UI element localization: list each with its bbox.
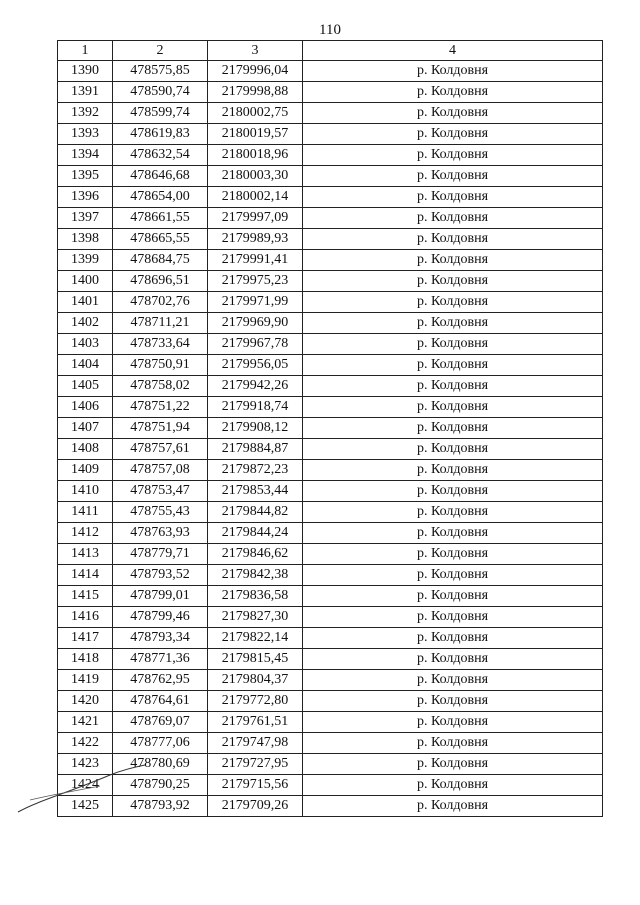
x-coordinate-cell: 478753,47 (113, 481, 208, 502)
y-coordinate-cell: 2179884,87 (208, 439, 303, 460)
x-coordinate-cell: 478780,69 (113, 754, 208, 775)
y-coordinate-cell: 2180018,96 (208, 145, 303, 166)
x-coordinate-cell: 478762,95 (113, 670, 208, 691)
y-coordinate-cell: 2179727,95 (208, 754, 303, 775)
description-cell: р. Колдовня (303, 733, 603, 754)
y-coordinate-cell: 2179997,09 (208, 208, 303, 229)
y-coordinate-cell: 2179747,98 (208, 733, 303, 754)
table-row (58, 628, 603, 649)
point-number-cell: 1418 (58, 649, 113, 670)
table-row (58, 61, 603, 82)
point-number-cell: 1398 (58, 229, 113, 250)
description-cell: р. Колдовня (303, 439, 603, 460)
x-coordinate-cell: 478771,36 (113, 649, 208, 670)
x-coordinate-cell: 478757,08 (113, 460, 208, 481)
y-coordinate-cell: 2179842,38 (208, 565, 303, 586)
description-cell: р. Колдовня (303, 418, 603, 439)
y-coordinate-cell: 2179853,44 (208, 481, 303, 502)
point-number-cell: 1396 (58, 187, 113, 208)
y-coordinate-cell: 2179804,37 (208, 670, 303, 691)
description-cell: р. Колдовня (303, 124, 603, 145)
point-number-cell: 1420 (58, 691, 113, 712)
point-number-cell: 1410 (58, 481, 113, 502)
y-coordinate-cell: 2179772,80 (208, 691, 303, 712)
y-coordinate-cell: 2179761,51 (208, 712, 303, 733)
x-coordinate-cell: 478684,75 (113, 250, 208, 271)
point-number-cell: 1422 (58, 733, 113, 754)
point-number-cell: 1406 (58, 397, 113, 418)
table-row (58, 775, 603, 796)
y-coordinate-cell: 2179989,93 (208, 229, 303, 250)
point-number-cell: 1395 (58, 166, 113, 187)
x-coordinate-cell: 478590,74 (113, 82, 208, 103)
table-row (58, 670, 603, 691)
table-row (58, 607, 603, 628)
description-cell: р. Колдовня (303, 670, 603, 691)
table-row (58, 313, 603, 334)
x-coordinate-cell: 478793,92 (113, 796, 208, 817)
table-row (58, 523, 603, 544)
point-number-cell: 1407 (58, 418, 113, 439)
point-number-cell: 1412 (58, 523, 113, 544)
description-cell: р. Колдовня (303, 187, 603, 208)
point-number-cell: 1401 (58, 292, 113, 313)
y-coordinate-cell: 2179969,90 (208, 313, 303, 334)
table-row (58, 502, 603, 523)
table-row (58, 544, 603, 565)
description-cell: р. Колдовня (303, 586, 603, 607)
table-row (58, 439, 603, 460)
y-coordinate-cell: 2179815,45 (208, 649, 303, 670)
table-row (58, 712, 603, 733)
y-coordinate-cell: 2179991,41 (208, 250, 303, 271)
description-cell: р. Колдовня (303, 775, 603, 796)
description-cell: р. Колдовня (303, 229, 603, 250)
description-cell: р. Колдовня (303, 250, 603, 271)
x-coordinate-cell: 478711,21 (113, 313, 208, 334)
description-cell: р. Колдовня (303, 544, 603, 565)
description-cell: р. Колдовня (303, 61, 603, 82)
column-header-3: 3 (208, 41, 303, 61)
table-header (58, 41, 603, 61)
x-coordinate-cell: 478793,52 (113, 565, 208, 586)
description-cell: р. Колдовня (303, 334, 603, 355)
x-coordinate-cell: 478599,74 (113, 103, 208, 124)
column-header-4: 4 (303, 41, 603, 61)
table-row (58, 208, 603, 229)
table-row (58, 145, 603, 166)
table-row (58, 376, 603, 397)
y-coordinate-cell: 2179844,24 (208, 523, 303, 544)
description-cell: р. Колдовня (303, 628, 603, 649)
x-coordinate-cell: 478575,85 (113, 61, 208, 82)
x-coordinate-cell: 478799,46 (113, 607, 208, 628)
description-cell: р. Колдовня (303, 754, 603, 775)
point-number-cell: 1411 (58, 502, 113, 523)
table-row (58, 586, 603, 607)
table-row (58, 124, 603, 145)
y-coordinate-cell: 2180002,75 (208, 103, 303, 124)
point-number-cell: 1391 (58, 82, 113, 103)
point-number-cell: 1415 (58, 586, 113, 607)
x-coordinate-cell: 478757,61 (113, 439, 208, 460)
point-number-cell: 1409 (58, 460, 113, 481)
y-coordinate-cell: 2179872,23 (208, 460, 303, 481)
y-coordinate-cell: 2179709,26 (208, 796, 303, 817)
description-cell: р. Колдовня (303, 397, 603, 418)
x-coordinate-cell: 478751,94 (113, 418, 208, 439)
table-row (58, 250, 603, 271)
point-number-cell: 1416 (58, 607, 113, 628)
x-coordinate-cell: 478750,91 (113, 355, 208, 376)
table-row (58, 229, 603, 250)
x-coordinate-cell: 478646,68 (113, 166, 208, 187)
description-cell: р. Колдовня (303, 481, 603, 502)
table-row (58, 82, 603, 103)
x-coordinate-cell: 478758,02 (113, 376, 208, 397)
y-coordinate-cell: 2179715,56 (208, 775, 303, 796)
y-coordinate-cell: 2180002,14 (208, 187, 303, 208)
table-row (58, 334, 603, 355)
point-number-cell: 1403 (58, 334, 113, 355)
description-cell: р. Колдовня (303, 523, 603, 544)
x-coordinate-cell: 478769,07 (113, 712, 208, 733)
y-coordinate-cell: 2180019,57 (208, 124, 303, 145)
y-coordinate-cell: 2179998,88 (208, 82, 303, 103)
table-row (58, 796, 603, 817)
point-number-cell: 1400 (58, 271, 113, 292)
column-header-1: 1 (58, 41, 113, 61)
point-number-cell: 1417 (58, 628, 113, 649)
description-cell: р. Колдовня (303, 649, 603, 670)
description-cell: р. Колдовня (303, 166, 603, 187)
x-coordinate-cell: 478793,34 (113, 628, 208, 649)
point-number-cell: 1421 (58, 712, 113, 733)
x-coordinate-cell: 478619,83 (113, 124, 208, 145)
point-number-cell: 1394 (58, 145, 113, 166)
table-row (58, 397, 603, 418)
point-number-cell: 1402 (58, 313, 113, 334)
point-number-cell: 1390 (58, 61, 113, 82)
table-row (58, 355, 603, 376)
x-coordinate-cell: 478733,64 (113, 334, 208, 355)
column-header-2: 2 (113, 41, 208, 61)
table-row (58, 460, 603, 481)
point-number-cell: 1425 (58, 796, 113, 817)
table-row (58, 733, 603, 754)
description-cell: р. Колдовня (303, 292, 603, 313)
point-number-cell: 1413 (58, 544, 113, 565)
description-cell: р. Колдовня (303, 691, 603, 712)
x-coordinate-cell: 478654,00 (113, 187, 208, 208)
x-coordinate-cell: 478755,43 (113, 502, 208, 523)
x-coordinate-cell: 478665,55 (113, 229, 208, 250)
y-coordinate-cell: 2179846,62 (208, 544, 303, 565)
point-number-cell: 1424 (58, 775, 113, 796)
y-coordinate-cell: 2179908,12 (208, 418, 303, 439)
y-coordinate-cell: 2179836,58 (208, 586, 303, 607)
table-row (58, 754, 603, 775)
description-cell: р. Колдовня (303, 145, 603, 166)
point-number-cell: 1423 (58, 754, 113, 775)
point-number-cell: 1393 (58, 124, 113, 145)
x-coordinate-cell: 478751,22 (113, 397, 208, 418)
description-cell: р. Колдовня (303, 208, 603, 229)
description-cell: р. Колдовня (303, 103, 603, 124)
x-coordinate-cell: 478764,61 (113, 691, 208, 712)
point-number-cell: 1408 (58, 439, 113, 460)
table-row (58, 649, 603, 670)
description-cell: р. Колдовня (303, 460, 603, 481)
description-cell: р. Колдовня (303, 376, 603, 397)
y-coordinate-cell: 2179827,30 (208, 607, 303, 628)
table-row (58, 271, 603, 292)
x-coordinate-cell: 478702,76 (113, 292, 208, 313)
x-coordinate-cell: 478779,71 (113, 544, 208, 565)
x-coordinate-cell: 478632,54 (113, 145, 208, 166)
point-number-cell: 1414 (58, 565, 113, 586)
y-coordinate-cell: 2179967,78 (208, 334, 303, 355)
table-row (58, 481, 603, 502)
page-number: 110 (319, 22, 341, 38)
point-number-cell: 1397 (58, 208, 113, 229)
description-cell: р. Колдовня (303, 82, 603, 103)
table-row (58, 418, 603, 439)
table-row (58, 691, 603, 712)
point-number-cell: 1404 (58, 355, 113, 376)
point-number-cell: 1419 (58, 670, 113, 691)
x-coordinate-cell: 478696,51 (113, 271, 208, 292)
y-coordinate-cell: 2179822,14 (208, 628, 303, 649)
description-cell: р. Колдовня (303, 565, 603, 586)
table-row (58, 292, 603, 313)
y-coordinate-cell: 2179971,99 (208, 292, 303, 313)
x-coordinate-cell: 478661,55 (113, 208, 208, 229)
description-cell: р. Колдовня (303, 712, 603, 733)
y-coordinate-cell: 2179918,74 (208, 397, 303, 418)
x-coordinate-cell: 478790,25 (113, 775, 208, 796)
point-number-cell: 1405 (58, 376, 113, 397)
point-number-cell: 1399 (58, 250, 113, 271)
y-coordinate-cell: 2180003,30 (208, 166, 303, 187)
description-cell: р. Колдовня (303, 502, 603, 523)
x-coordinate-cell: 478777,06 (113, 733, 208, 754)
description-cell: р. Колдовня (303, 796, 603, 817)
table-row (58, 187, 603, 208)
header-row (58, 41, 603, 61)
y-coordinate-cell: 2179975,23 (208, 271, 303, 292)
point-number-cell: 1392 (58, 103, 113, 124)
y-coordinate-cell: 2179942,26 (208, 376, 303, 397)
table-row (58, 103, 603, 124)
description-cell: р. Колдовня (303, 607, 603, 628)
coordinates-table (57, 40, 603, 817)
y-coordinate-cell: 2179956,05 (208, 355, 303, 376)
description-cell: р. Колдовня (303, 313, 603, 334)
x-coordinate-cell: 478799,01 (113, 586, 208, 607)
table-row (58, 565, 603, 586)
y-coordinate-cell: 2179996,04 (208, 61, 303, 82)
x-coordinate-cell: 478763,93 (113, 523, 208, 544)
description-cell: р. Колдовня (303, 355, 603, 376)
table-row (58, 166, 603, 187)
y-coordinate-cell: 2179844,82 (208, 502, 303, 523)
description-cell: р. Колдовня (303, 271, 603, 292)
table-body (58, 61, 603, 817)
